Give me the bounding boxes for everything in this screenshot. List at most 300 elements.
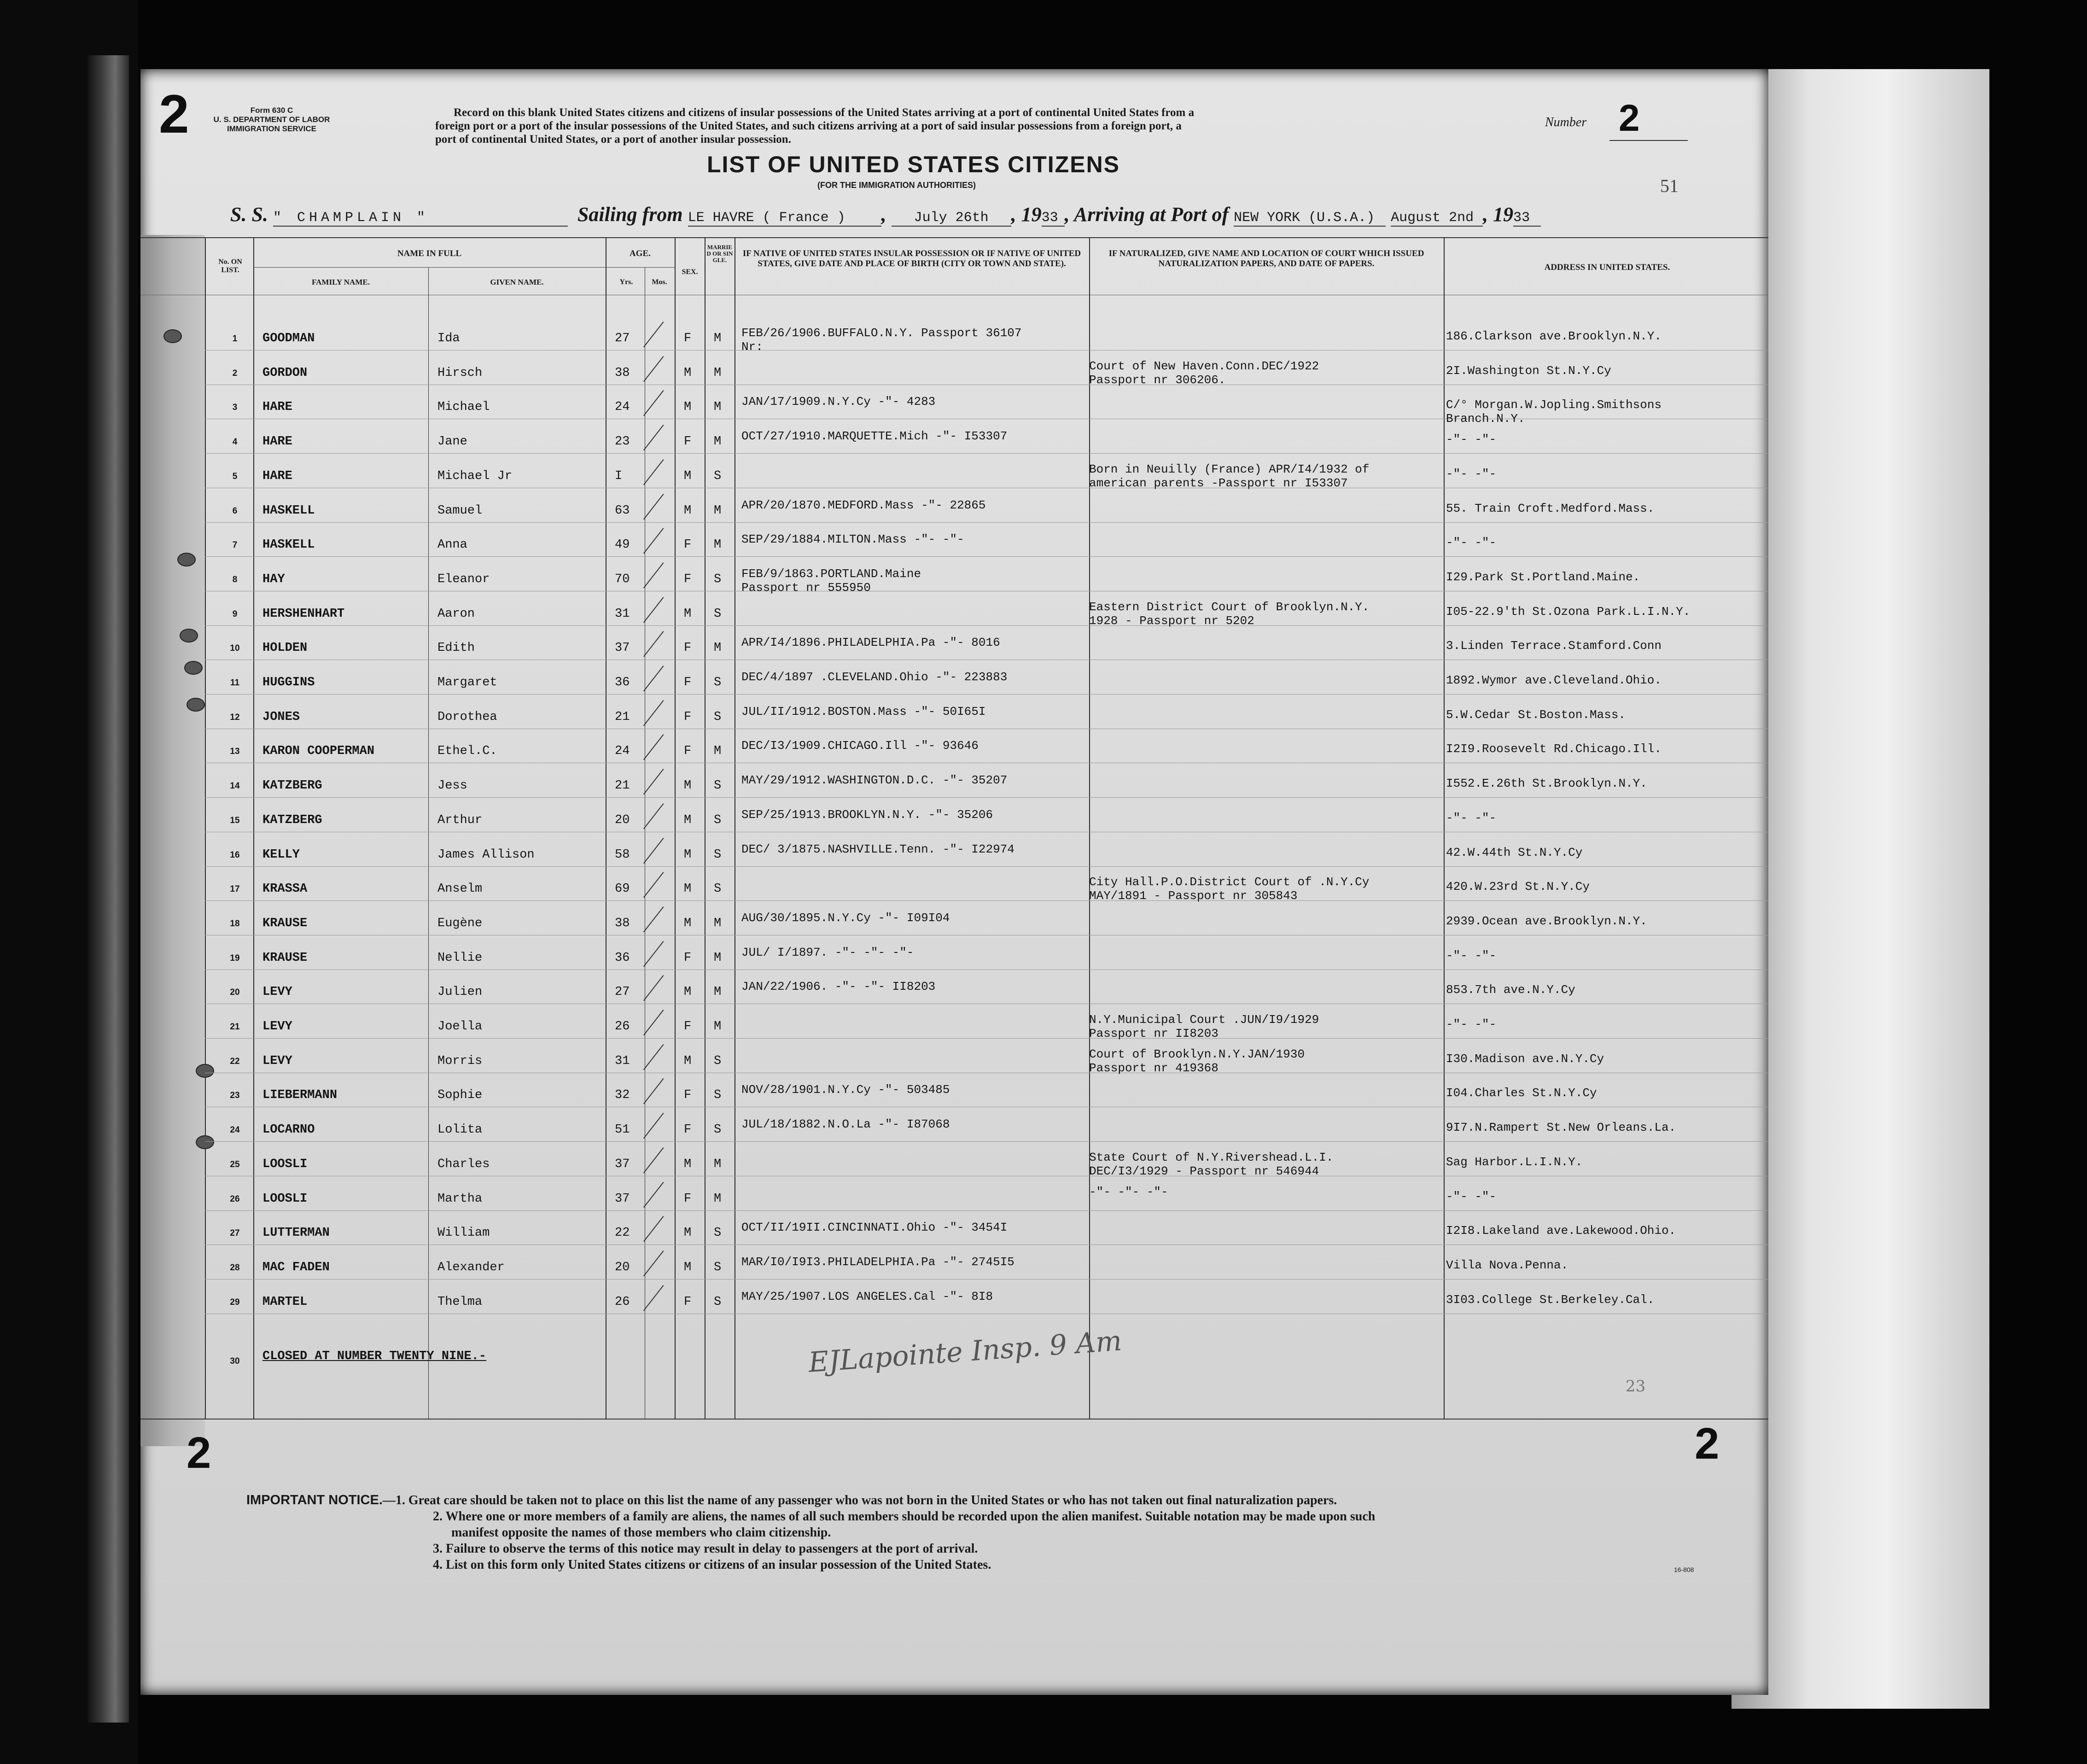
sex: M [684,813,692,827]
check-mark [643,390,664,416]
birth-info: APR/I4/1896.PHILADELPHIA.Pa -"- 8016 [741,636,1000,649]
header-address: ADDRESS IN UNITED STATES. [1544,263,1670,272]
marital-status: M [714,504,722,518]
age-years: 36 [615,676,630,689]
check-mark [643,803,664,829]
us-address: 420.W.23rd St.N.Y.Cy [1446,880,1590,894]
age-years: I [615,469,623,483]
given-name: Edith [437,641,475,655]
family-name: HASKELL [262,504,315,518]
given-name: Anselm [437,882,483,896]
row-number: 10 [230,643,240,653]
birth-info: MAY/29/1912.WASHINGTON.D.C. -"- 35207 [741,773,1008,787]
check-mark [643,1147,664,1173]
birth-info: MAR/I0/I9I3.PHILADELPHIA.Pa -"- 2745I5 [741,1255,1014,1269]
birth-info: FEB/9/1863.PORTLAND.Maine [741,567,921,581]
col-line [1089,237,1090,1419]
age-years: 24 [615,400,630,414]
row-number: 8 [232,575,238,584]
check-mark [643,459,664,485]
check-mark [643,425,664,450]
family-name: LOOSLI [262,1157,308,1171]
sex: F [684,641,692,655]
family-name: MARTEL [262,1295,308,1309]
us-address: 3I03.College St.Berkeley.Cal. [1446,1293,1655,1307]
us-address: -"- -"- [1446,467,1497,481]
us-address: I05-22.9'th St.Ozona Park.L.I.N.Y. [1446,605,1691,619]
age-years: 21 [615,779,630,793]
naturalization-court: Eastern District Court of Brooklyn.N.Y. [1089,600,1370,614]
age-years: 63 [615,504,630,518]
marital-status: S [714,1054,722,1068]
corner-number-bottom-left: 2 [187,1428,211,1478]
check-mark [643,562,664,588]
birth-info: JUL/II/1912.BOSTON.Mass -"- 50I65I [741,705,986,718]
punch-hole [180,629,198,643]
check-mark [643,528,664,554]
row-number: 28 [230,1263,240,1273]
marital-status: M [714,744,722,758]
birth-info: FEB/26/1906.BUFFALO.N.Y. Passport 36107 [741,326,1022,340]
age-years: 26 [615,1295,630,1309]
age-years: 21 [615,710,630,724]
us-address: Villa Nova.Penna. [1446,1258,1568,1272]
family-name: HOLDEN [262,641,308,655]
header-married-single: MARRIED OR SINGLE. [706,244,733,263]
arriving-label: Arriving at Port of [1073,203,1229,226]
age-years: 49 [615,538,630,552]
check-mark [643,1182,664,1208]
row-divider [205,797,1768,798]
us-address: Sag Harbor.L.I.N.Y. [1446,1155,1583,1169]
record-line-2: foreign port or a port of the insular possessions of the United States, and such citizens arriving at a port of said insular possessions from a foreign port, a [435,120,1182,132]
sail-date: July 26th [892,210,1011,227]
marital-status: S [714,779,722,793]
age-years: 22 [615,1226,630,1240]
given-name: Dorothea [437,710,497,724]
naturalization-court: State Court of N.Y.Rivershead.L.I. [1089,1151,1334,1164]
naturalization-court: -"- -"- -"- [1089,1185,1168,1199]
document-title: LIST OF UNITED STATES CITIZENS [707,152,1120,177]
punch-hole [184,661,203,675]
given-name: Alexander [437,1261,505,1274]
marital-status: M [714,985,722,999]
row-number: 13 [230,747,240,756]
check-mark [643,1010,664,1035]
number-label: Number [1545,115,1587,129]
us-address: 1892.Wymor ave.Cleveland.Ohio. [1446,673,1662,687]
birth-info: JUL/ I/1897. -"- -"- -"- [741,946,914,959]
row-divider [205,625,1768,626]
sex: M [684,1157,692,1171]
row-number: 24 [230,1125,240,1135]
row-number-30: 30 [230,1356,240,1366]
check-mark [643,1216,664,1242]
family-name: LIEBERMANN [262,1088,338,1102]
sex: M [684,985,692,999]
sex: F [684,1088,692,1102]
family-name: GOODMAN [262,332,315,345]
birth-info: AUG/30/1895.N.Y.Cy -"- I09I04 [741,911,950,925]
marital-status: M [714,951,722,965]
family-name: KARON COOPERMAN [262,744,375,758]
row-number: 15 [230,816,240,825]
us-address-cont: Branch.N.Y. [1446,412,1525,426]
row-number: 1 [232,334,238,344]
birth-info: JUL/18/1882.N.O.La -"- I87068 [741,1117,950,1131]
check-mark [643,666,664,691]
col-line [675,237,676,1419]
us-address: 9I7.N.Rampert St.New Orleans.La. [1446,1121,1676,1134]
sex: M [684,1054,692,1068]
marital-status: S [714,1261,722,1274]
sex: F [684,710,692,724]
us-address: 2939.Ocean ave.Brooklyn.N.Y. [1446,914,1647,928]
vessel-line: S. S. " CHAMPLAIN " Sailing from LE HAVRE ( France ) , July 26th , 1933 , Arriving at Port of NEW YORK (U.S.A.) August 2nd , 1933 [230,203,1541,227]
row-divider [205,694,1768,695]
row-number: 25 [230,1160,240,1169]
given-name: Julien [437,985,483,999]
marital-status: M [714,641,722,655]
ship-name: " CHAMPLAIN " [273,210,568,227]
marital-status: S [714,469,722,483]
sex: M [684,1261,692,1274]
marital-status: S [714,1226,722,1240]
check-mark [643,321,664,347]
family-name: LUTTERMAN [262,1226,330,1240]
col-line [205,237,206,1419]
given-name: Nellie [437,951,483,965]
number-field [1609,97,1688,141]
naturalization-court: Court of Brooklyn.N.Y.JAN/1930 [1089,1047,1305,1061]
punch-hole [177,553,196,567]
document-subtitle: (FOR THE IMMIGRATION AUTHORITIES) [817,181,976,190]
sex: F [684,332,692,345]
age-years: 70 [615,572,630,586]
year-prefix-2: 19 [1493,203,1514,226]
sex: M [684,469,692,483]
notice-1: —1. Great care should be taken not to place on this list the name of any passenger who was not born in the United States or who has not taken out final naturalization papers. [382,1493,1337,1507]
header-mos: Mos. [652,278,667,286]
us-address: I04.Charles St.N.Y.Cy [1446,1086,1597,1100]
us-address: 55. Train Croft.Medford.Mass. [1446,502,1655,515]
sex: M [684,848,692,862]
family-name: KELLY [262,848,300,862]
number-value: 2 [1619,97,1640,139]
marital-status: S [714,572,722,586]
col-line [428,267,429,1419]
age-years: 37 [615,1192,630,1206]
age-years: 26 [615,1020,630,1034]
sex: F [684,1295,692,1309]
row-number: 7 [232,540,238,550]
marital-status: M [714,435,722,449]
check-mark [643,1250,664,1276]
naturalization-passport: Passport nr II8203 [1089,1027,1218,1040]
check-mark [643,769,664,794]
record-line-3: port of continental United States, or a port of another insular possession. [435,133,791,146]
marital-status: M [714,1192,722,1206]
marital-status: M [714,332,722,345]
department: U. S. DEPARTMENT OF LABOR [213,115,330,124]
check-mark [643,975,664,1001]
check-mark [643,1113,664,1139]
sex: M [684,1226,692,1240]
birth-info: MAY/25/1907.LOS ANGELES.Cal -"- 8I8 [741,1290,993,1303]
from-port: LE HAVRE ( France ) [688,210,881,227]
sex: M [684,400,692,414]
birth-info: APR/20/1870.MEDFORD.Mass -"- 22865 [741,498,986,512]
header-yrs: Yrs. [619,278,633,286]
family-name: KATZBERG [262,779,322,793]
sex: F [684,1192,692,1206]
given-name: Ida [437,332,460,345]
row-divider [205,1244,1768,1245]
family-name: KRAUSE [262,951,308,965]
family-name: GORDON [262,366,308,380]
family-name: LEVY [262,985,292,999]
marital-status: M [714,366,722,380]
underlying-page [1731,69,1989,1709]
given-name: Sophie [437,1088,483,1102]
punch-hole [163,329,182,343]
birth-info-cont: Nr: [741,340,763,354]
sex: M [684,882,692,896]
us-address: 186.Clarkson ave.Brooklyn.N.Y. [1446,329,1662,343]
given-name: William [437,1226,490,1240]
row-divider [205,900,1768,901]
sex: M [684,366,692,380]
sex: F [684,538,692,552]
punch-hole [196,1064,214,1078]
naturalization-court: N.Y.Municipal Court .JUN/I9/1929 [1089,1013,1319,1027]
age-years: 23 [615,435,630,449]
sex: F [684,435,692,449]
given-name: Michael [437,400,490,414]
family-name: KRASSA [262,882,308,896]
sex: F [684,744,692,758]
family-name: LOCARNO [262,1123,315,1137]
us-address: I29.Park St.Portland.Maine. [1446,570,1640,584]
row-number: 6 [232,506,238,516]
age-years: 27 [615,332,630,345]
marital-status: S [714,1088,722,1102]
row-number: 27 [230,1228,240,1238]
sex: F [684,676,692,689]
row-number: 17 [230,884,240,894]
notice-label: IMPORTANT NOTICE. [246,1493,383,1507]
naturalization-court: Court of New Haven.Conn.DEC/1922 [1089,359,1319,373]
marital-status: S [714,1295,722,1309]
col-line [253,237,254,1419]
us-address: I30.Madison ave.N.Y.Cy [1446,1052,1604,1066]
ss-label: S. S. [230,203,268,226]
birth-info-cont: Passport nr 555950 [741,581,871,595]
footer-code: 16-808 [1674,1566,1694,1573]
marital-status: M [714,538,722,552]
given-name: Samuel [437,504,483,518]
given-name: Jane [437,435,467,449]
row-number: 26 [230,1194,240,1204]
us-address: -"- -"- [1446,432,1497,446]
family-name: HARE [262,400,292,414]
us-address: I552.E.26th St.Brooklyn.N.Y. [1446,777,1647,790]
subheader-line [253,267,675,268]
form-number: Form 630 C [250,106,293,115]
arrival-date: August 2nd [1391,210,1483,227]
us-address: C/° Morgan.W.Jopling.Smithsons [1446,398,1662,412]
row-number: 14 [230,781,240,791]
given-name: Ethel.C. [437,744,497,758]
age-years: 38 [615,917,630,930]
header-no: No. ON LIST. [218,258,242,274]
notice-3: 3. Failure to observe the terms of this notice may result in delay to passengers at the port of arrival. [433,1542,978,1556]
punch-hole [187,698,205,712]
row-number: 22 [230,1057,240,1066]
age-years: 69 [615,882,630,896]
check-mark [643,838,664,864]
table-top-border [140,237,1768,238]
manifest-sheet [140,69,1768,1695]
row-divider [205,522,1768,523]
age-years: 20 [615,1261,630,1274]
family-name: HAY [262,572,285,586]
naturalization-passport: Passport nr 419368 [1089,1061,1218,1075]
naturalization-passport: american parents -Passport nr I53307 [1089,476,1348,490]
marital-status: S [714,882,722,896]
us-address: -"- -"- [1446,949,1497,963]
age-years: 27 [615,985,630,999]
age-years: 32 [615,1088,630,1102]
check-mark [643,1285,664,1311]
naturalization-passport: DEC/I3/1929 - Passport nr 546944 [1089,1164,1319,1178]
us-address: -"- -"- [1446,1017,1497,1031]
given-name: Aaron [437,607,475,621]
naturalization-passport: Passport nr 306206. [1089,373,1226,387]
important-notice [246,1492,1743,1573]
row-number: 11 [230,678,240,688]
header-sex: SEX. [682,268,698,276]
family-name: HARE [262,435,292,449]
row-number: 18 [230,919,240,929]
us-address: -"- -"- [1446,811,1497,825]
marital-status: M [714,1020,722,1034]
row-number: 2 [232,368,238,378]
hole-punch-strip [140,235,205,1446]
sex: M [684,779,692,793]
marital-status: S [714,813,722,827]
us-address: 2I.Washington St.N.Y.Cy [1446,364,1611,378]
marital-status: S [714,1123,722,1137]
page-mark: 51 [1660,175,1679,196]
notice-2-cont: manifest opposite the names of those members who claim citizenship. [451,1525,831,1540]
age-years: 20 [615,813,630,827]
birth-info: JAN/17/1909.N.Y.Cy -"- 4283 [741,395,936,409]
to-port: NEW YORK (U.S.A.) [1234,210,1386,227]
notice-2: 2. Where one or more members of a family are aliens, the names of all such members should be recorded upon the alien manifest. Suitable notation may be made upon such [433,1509,1376,1524]
family-name: KATZBERG [262,813,322,827]
corner-number-top: 2 [159,84,189,145]
us-address: 42.W.44th St.N.Y.Cy [1446,846,1583,859]
birth-info: DEC/4/1897 .CLEVELAND.Ohio -"- 223883 [741,670,1008,684]
family-name: HERSHENHART [262,607,345,621]
sex: M [684,504,692,518]
age-years: 31 [615,1054,630,1068]
given-name: Margaret [437,676,497,689]
given-name: Anna [437,538,467,552]
form-id-block [203,106,341,134]
row-number: 23 [230,1091,240,1100]
marital-status: M [714,400,722,414]
age-years: 38 [615,366,630,380]
birth-info: SEP/29/1884.MILTON.Mass -"- -"- [741,532,964,546]
family-name: LOOSLI [262,1192,308,1206]
header-age: AGE. [630,249,651,258]
age-years: 31 [615,607,630,621]
age-years: 37 [615,641,630,655]
sex: F [684,572,692,586]
header-given-name: GIVEN NAME. [490,278,544,286]
row-divider [205,866,1768,867]
row-divider [205,1210,1768,1211]
punch-hole [196,1135,214,1149]
corner-number-bottom-right: 2 [1695,1419,1720,1468]
check-mark [643,734,664,760]
marital-status: S [714,607,722,621]
age-years: 58 [615,848,630,862]
row-divider [205,1038,1768,1039]
given-name: Eugène [437,917,483,930]
family-name: KRAUSE [262,917,308,930]
given-name: Arthur [437,813,483,827]
birth-info: SEP/25/1913.BROOKLYN.N.Y. -"- 35206 [741,808,993,822]
us-address: 5.W.Cedar St.Boston.Mass. [1446,708,1626,722]
family-name: MAC FADEN [262,1261,330,1274]
given-name: Joella [437,1020,483,1034]
row-number: 9 [232,609,238,619]
given-name: James Allison [437,848,535,862]
family-name: LEVY [262,1054,292,1068]
record-instructions [435,106,1632,146]
row-number: 19 [230,953,240,963]
header-family-name: FAMILY NAME. [312,278,370,286]
check-mark [643,1044,664,1070]
check-mark [643,631,664,657]
check-mark [643,906,664,932]
us-address: I2I9.Roosevelt Rd.Chicago.Ill. [1446,742,1662,756]
naturalization-passport: 1928 - Passport nr 5202 [1089,614,1254,628]
birth-info: DEC/ 3/1875.NASHVILLE.Tenn. -"- I22974 [741,842,1014,856]
birth-info: OCT/27/1910.MARQUETTE.Mich -"- I53307 [741,429,1008,443]
us-address: -"- -"- [1446,1190,1497,1203]
row-divider [205,1141,1768,1142]
birth-info: JAN/22/1906. -"- -"- II8203 [741,980,936,993]
row-number: 5 [232,472,238,481]
given-name: Jess [437,779,467,793]
header-naturalized: IF NATURALIZED, GIVE NAME AND LOCATION OF COURT WHICH ISSUED NATURALIZATION PAPERS, AND DATE OF PAPERS. [1108,249,1424,269]
family-name: HUGGINS [262,676,315,689]
record-line-1: Record on this blank United States citizens and citizens of insular possessions of the United States arriving at a port of continental United States from a [454,106,1195,119]
row-number: 12 [230,713,240,722]
check-mark [643,941,664,967]
check-mark [643,872,664,898]
family-name: HASKELL [262,538,315,552]
check-mark [643,700,664,726]
us-address: 853.7th ave.N.Y.Cy [1446,983,1575,997]
given-name: Morris [437,1054,483,1068]
given-name: Charles [437,1157,490,1171]
col-line [1444,237,1445,1419]
